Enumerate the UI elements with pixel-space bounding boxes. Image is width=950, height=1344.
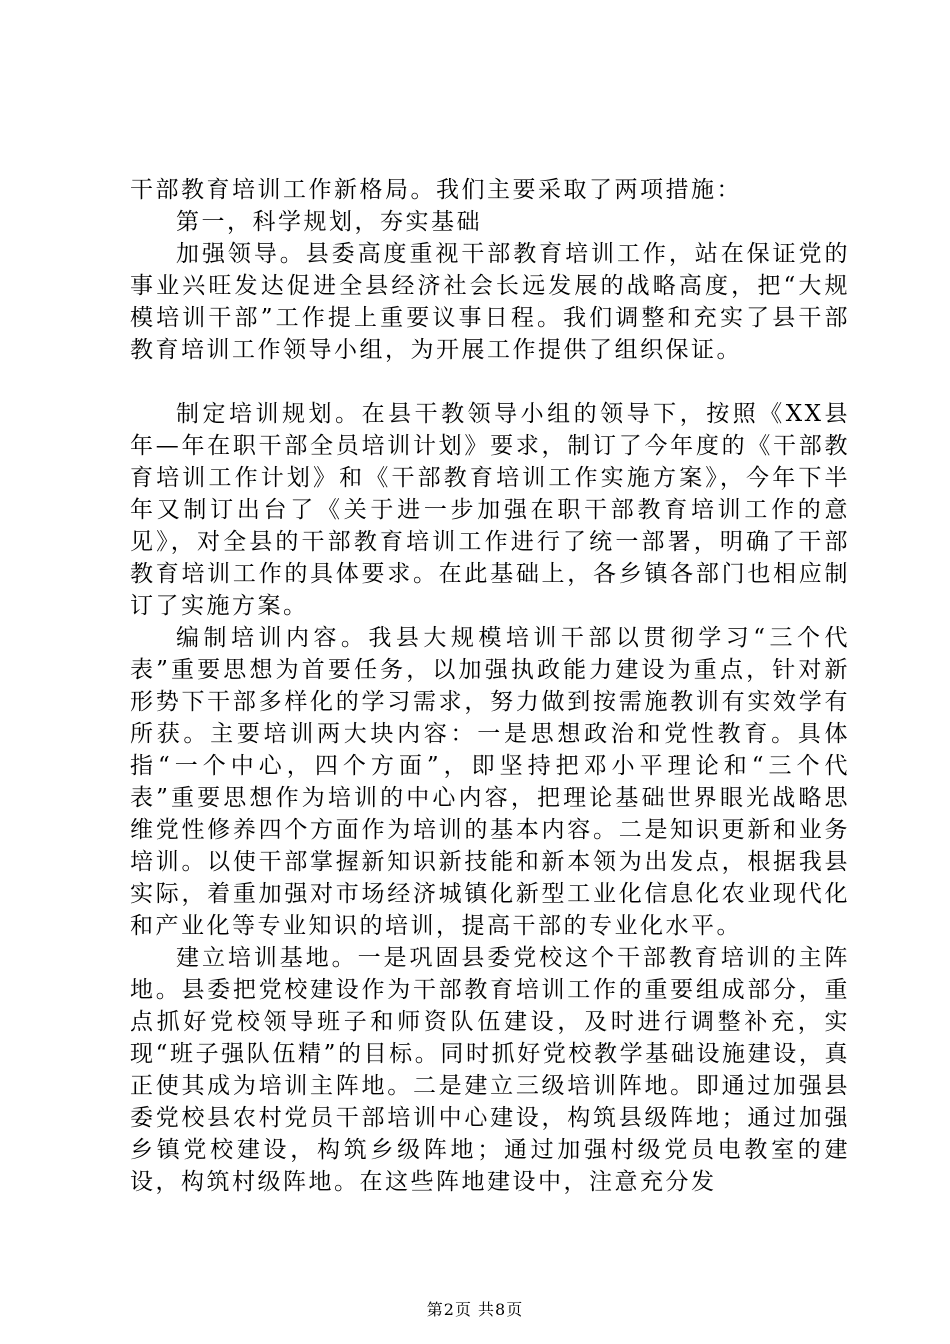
paragraph-training-content: 编制培训内容。我县大规模培训干部以贯彻学习“三个代表”重要思想为首要任务，以加强执政能力建设为重点，针对新形势下干部多样化的学习需求，努力做到按需施教训有实效学有所获。主要培训两大块内容：一是思想政治和党性教育。具体指“一个中心，四个方面”，即坚持把邓小平理论和“三个代表”重要思想作为培训的中心内容，把理论基础世界眼光战略思维党性修养四个方面作为培训的基本内容。二是知识更新和业务培训。以使干部掌握新知识新技能和新本领为出发点，根据我县实际，着重加强对市场经济城镇化新型工业化信息化农业现代化和产业化等专业知识的培训，提高干部的专业化水平。 [130,625,850,939]
page-number-footer: 第2页 共8页 [426,1300,524,1319]
paragraph-training-plan: 制定培训规划。在县干教领导小组的领导下，按照《XX县年—年在职干部全员培训计划》要求，制订了今年度的《干部教育培训工作计划》和《干部教育培训工作实施方案》，今年下半年又制订出台了《关于进一步加强在职干部教育培训工作的意见》，对全县的干部教育培训工作进行了统一部署，明确了干部教育培训工作的具体要求。在此基础上，各乡镇各部门也相应制订了实施方案。 [130,401,850,619]
section-heading: 第一，科学规划，夯实基础 [176,209,482,235]
paragraph-continuation: 干部教育培训工作新格局。我们主要采取了两项措施： [130,177,742,203]
paragraph-leadership: 加强领导。县委高度重视干部教育培训工作，站在保证党的事业兴旺发达促进全县经济社会长远发展的战略高度，把“大规模培训干部”工作提上重要议事日程。我们调整和充实了县干部教育培训工作领导小组，为开展工作提供了组织保证。 [130,241,850,363]
paragraph-training-base: 建立培训基地。一是巩固县委党校这个干部教育培训的主阵地。县委把党校建设作为干部教育培训工作的重要组成部分，重点抓好党校领导班子和师资队伍建设，及时进行调整补充，实现“班子强队伍精”的目标。同时抓好党校教学基础设施建设，真正使其成为培训主阵地。二是建立三级培训阵地。即通过加强县委党校县农村党员干部培训中心建设，构筑县级阵地；通过加强乡镇党校建设，构筑乡级阵地；通过加强村级党员电教室的建设，构筑村级阵地。在这些阵地建设中，注意充分发 [130,945,850,1195]
document-body [130,174,850,1198]
